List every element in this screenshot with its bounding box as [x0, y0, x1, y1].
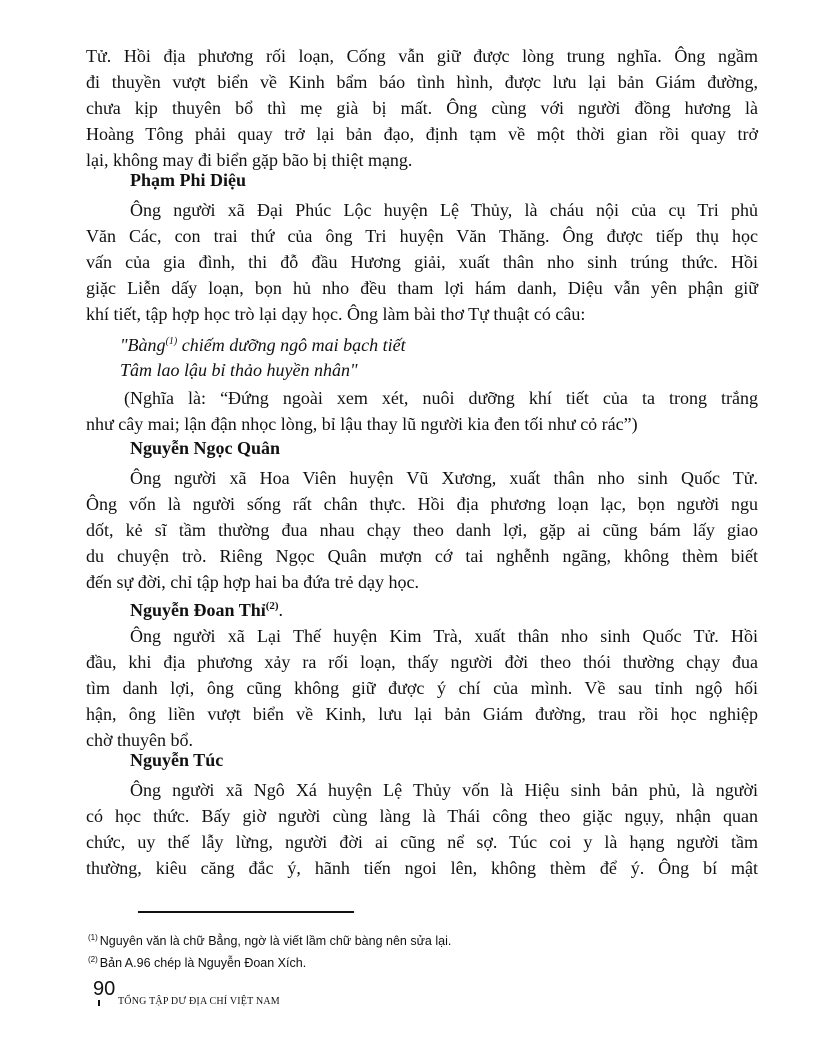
- text-line: có học thức. Bấy giờ người cùng làng là Thái công theo giặc ngụy, nhận quan: [86, 806, 758, 826]
- translation-line: (Nghĩa là: “Đứng ngoài xem xét, nuôi dưỡng khí tiết của ta trong trắng: [124, 388, 758, 408]
- footnote-text: Bản A.96 chép là Nguyễn Đoan Xích.: [99, 956, 307, 970]
- footnote-1: [88, 930, 451, 949]
- footnote-marker: (2): [88, 955, 98, 964]
- running-footer-title: TỔNG TẬP DƯ ĐỊA CHÍ VIỆT NAM: [118, 996, 280, 1007]
- text-line: khí tiết, tập hợp học trò lại dạy học. Ông làm bài thơ Tự thuật có câu:: [86, 304, 586, 324]
- text-line: tìm danh lợi, ông cũng không giữ được ý chí của mình. Về sau tỉnh ngộ hối: [86, 678, 758, 698]
- page-number-tick: [98, 1000, 100, 1006]
- heading-text: Nguyễn Đoan Thỉ: [130, 600, 266, 620]
- text-line: Ông người xã Hoa Viên huyện Vũ Xương, xuất thân nho sinh Quốc Tử.: [130, 468, 758, 488]
- text-line: du chuyện trò. Riêng Ngọc Quân mượn cớ tai nghễnh ngãng, không thèm biết: [86, 546, 758, 566]
- section-heading: Nguyễn Ngọc Quân: [130, 438, 281, 458]
- verse-text: "Bàng: [120, 335, 166, 355]
- text-line: Tử. Hồi địa phương rối loạn, Cống vẫn giữ được lòng trung nghĩa. Ông ngầm: [86, 46, 758, 66]
- text-line: dốt, kẻ sĩ tầm thường đua nhau chạy theo danh lợi, gặp ai cũng bám lấy giao: [86, 520, 758, 540]
- text-line: Ông người xã Ngô Xá huyện Lệ Thủy vốn là Hiệu sinh bản phủ, là người: [130, 780, 758, 800]
- footnote-reference: (2): [265, 600, 279, 612]
- footnote-2: [88, 952, 306, 971]
- text-line: chức, uy thế lẫy lừng, người đời ai cũng nể sợ. Túc coi y là hạng người tầm: [86, 832, 758, 852]
- text-line: đầu, khi địa phương xảy ra rối loạn, thấy người đời theo thói thường chạy đua: [86, 652, 758, 672]
- text-line: lại, không may đi biển gặp bão bị thiệt mạng.: [86, 150, 413, 170]
- text-line: giặc Liễn dấy loạn, bọn hủ nho đều tham lợi hám danh, Diệu vẫn yên phận giữ: [86, 278, 758, 298]
- heading-punctuation: .: [278, 600, 284, 620]
- text-line: Hoàng Tông phải quay trở lại bản đạo, định tạm về một thời gian rồi quay trở: [86, 124, 758, 144]
- text-line: Ông người xã Lại Thế huyện Kim Trà, xuất thân nho sinh Quốc Tử. Hồi: [130, 626, 758, 646]
- text-line: hận, ông liền vượt biển về Kinh, lưu lại bản Giám đường, trau rồi học nghiệp: [86, 704, 758, 724]
- footnote-separator: [138, 911, 354, 913]
- text-line: chờ thuyên bổ.: [86, 730, 193, 750]
- footnote-marker: (1): [88, 933, 98, 942]
- footnote-text: Nguyên văn là chữ Bẳng, ngờ là viết lầm chữ bàng nên sửa lại.: [99, 934, 452, 948]
- verse-line-1: [120, 330, 406, 357]
- verse-line-2: Tâm lao lậu bỉ thảo huyền nhân": [120, 360, 358, 380]
- text-line: Ông vốn là người sống rất chân thực. Hồi địa phương loạn lạc, bọn người ngu: [86, 494, 758, 514]
- translation-line: như cây mai; lận đận nhọc lòng, bỉ lậu thay lũ người kia đen tối như cỏ rác”): [86, 414, 638, 434]
- text-line: thường, kiêu căng đắc ý, hãnh tiến ngoi lên, không thèm để ý. Ông bí mật: [86, 858, 758, 878]
- text-line: chưa kịp thuyên bổ thì mẹ già bị mất. Ông cùng với người đồng hương là: [86, 98, 758, 118]
- text-line: vấn của gia đình, thi đỗ đầu Hương giải, xuất thân nho sinh trúng thức. Hồi: [86, 252, 758, 272]
- footnote-reference: (1): [165, 336, 178, 347]
- page-number: 90: [93, 978, 116, 1000]
- text-line: Văn Các, con trai thứ của ông Tri huyện Văn Thăng. Ông được tiếp thụ học: [86, 226, 758, 246]
- section-heading: Phạm Phi Diệu: [130, 170, 247, 190]
- text-line: đi thuyền vượt biển về Kinh bẩm báo tình hình, được lưu lại bản Giám đường,: [86, 72, 758, 92]
- text-line: đến sự đời, chỉ tập hợp hai ba đứa trẻ dạy học.: [86, 572, 419, 592]
- verse-text: chiếm dưỡng ngô mai bạch tiết: [177, 335, 406, 355]
- text-line: Ông người xã Đại Phúc Lộc huyện Lệ Thủy, là cháu nội của cụ Tri phủ: [130, 200, 758, 220]
- section-heading: [130, 594, 283, 622]
- section-heading: Nguyễn Túc: [130, 750, 224, 770]
